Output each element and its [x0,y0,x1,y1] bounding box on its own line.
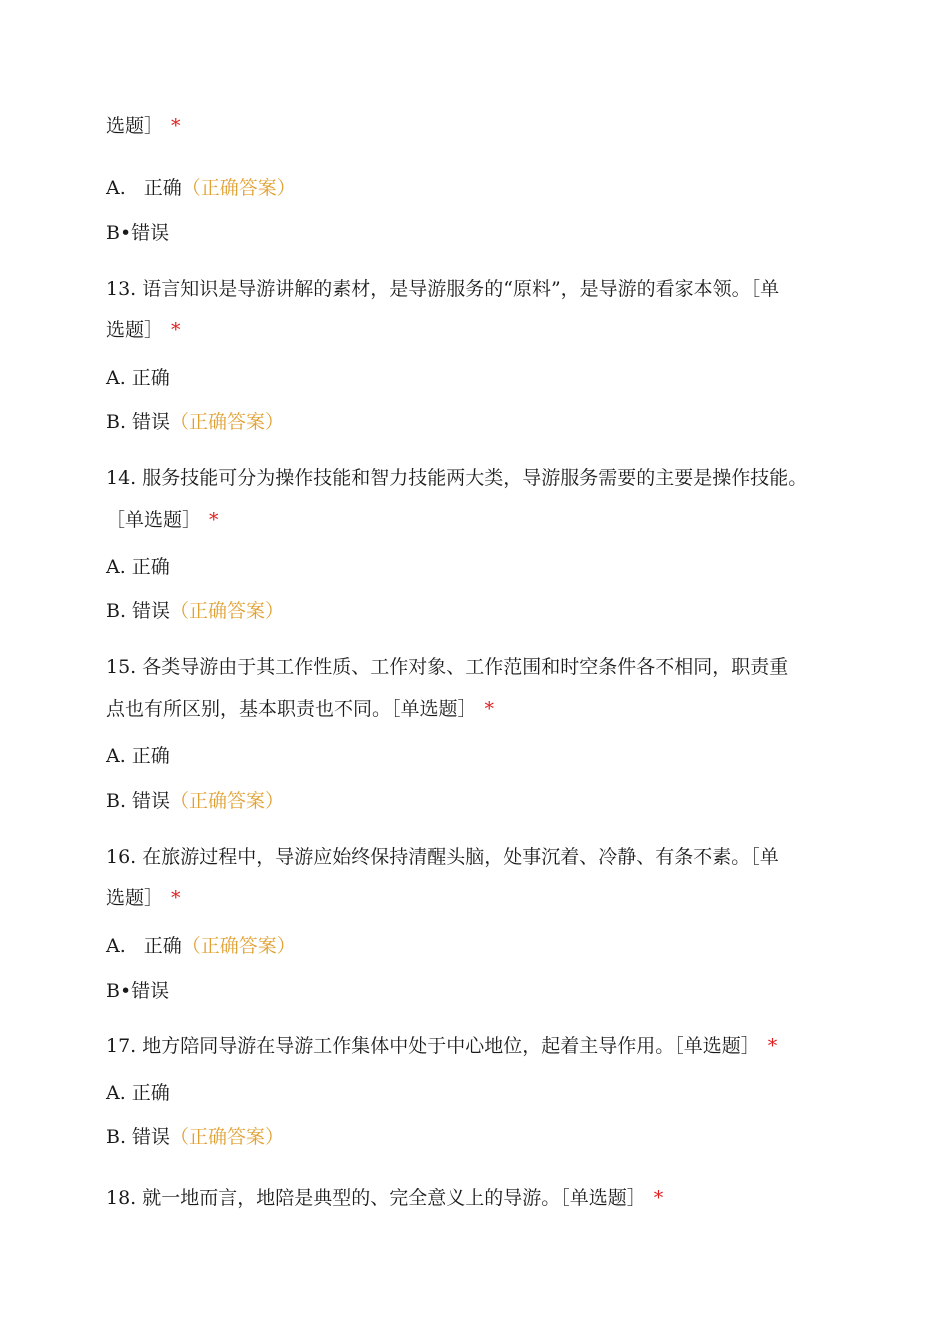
question-18-line-1: 18. 就一地而言，地陪是典型的、完全意义上的导游。［单选题］ [106,1187,646,1209]
option-text: B. 错误 [106,790,171,812]
option-text: B•错误 [106,222,170,244]
option-text: 正确 [143,177,182,199]
question-14-line-2: ［单选题］ [106,509,202,531]
question-17-line-1: 17. 地方陪同导游在导游工作集体中处于中心地位，起着主导作用。［单选题］ [106,1035,760,1057]
question-13-line-2: 选题］ [106,319,164,341]
question-15-text-2 [106,697,846,721]
question-15-option-a[interactable] [106,744,846,768]
question-16-line-2: 选题］ [106,887,164,909]
required-asterisk: * [209,509,219,531]
option-text: A. 正确 [106,556,170,578]
required-asterisk: * [767,1035,778,1057]
correct-answer-tag: （正确答案） [181,935,296,957]
correct-answer-tag: （正确答案） [170,1126,285,1148]
question-14-text [106,466,846,490]
question-13-text [106,277,846,301]
question-16-option-a[interactable] [106,934,846,958]
question-12-option-b[interactable] [106,221,846,245]
question-13-option-a[interactable] [106,366,846,390]
option-letter: A. [106,935,126,957]
option-text: 正确 [143,935,182,957]
question-14-option-b[interactable] [106,599,846,623]
question-16-text [106,845,846,869]
required-asterisk: * [171,319,181,341]
option-text: A. 正确 [106,745,170,767]
required-asterisk: * [653,1187,664,1209]
correct-answer-tag: （正确答案） [181,177,296,199]
option-text: A. 正确 [106,367,170,389]
question-13-line-1: 13. 语言知识是导游讲解的素材，是导游服务的“原料”，是导游的看家本领。［单 [106,278,780,300]
correct-answer-tag: （正确答案） [170,790,285,812]
question-14-text-2 [106,508,846,532]
question-14-option-a[interactable] [106,555,846,579]
question-14-line-1: 14. 服务技能可分为操作技能和智力技能两大类，导游服务需要的主要是操作技能。 [106,467,808,489]
option-text: B. 错误 [106,1126,171,1148]
question-18-text [106,1186,846,1210]
question-17-text [106,1034,846,1058]
question-16-option-b[interactable] [106,979,846,1003]
option-letter: A. [106,177,126,199]
question-13-text-2 [106,318,846,342]
correct-answer-tag: （正确答案） [170,411,285,433]
option-text: B. 错误 [106,411,171,433]
question-12-line: 选题］ [106,115,164,137]
option-text: A. 正确 [106,1082,170,1104]
required-asterisk: * [484,698,495,720]
question-17-option-a[interactable] [106,1081,846,1105]
question-16-text-2 [106,886,846,910]
question-13-option-b[interactable] [106,410,846,434]
question-15-text [106,655,846,679]
required-asterisk: * [171,115,181,137]
required-asterisk: * [171,887,181,909]
question-12-option-a[interactable] [106,176,846,200]
question-15-option-b[interactable] [106,789,846,813]
option-text: B•错误 [106,980,170,1002]
question-17-option-b[interactable] [106,1125,846,1149]
question-15-line-1: 15. 各类导游由于其工作性质、工作对象、工作范围和时空条件各不相同，职责重 [106,656,789,678]
correct-answer-tag: （正确答案） [170,600,285,622]
question-15-line-2: 点也有所区别，基本职责也不同。［单选题］ [106,698,477,720]
question-12-text-tail [106,114,846,138]
option-text: B. 错误 [106,600,171,622]
question-16-line-1: 16. 在旅游过程中，导游应始终保持清醒头脑，处事沉着、冷静、有条不素。［单 [106,846,779,868]
